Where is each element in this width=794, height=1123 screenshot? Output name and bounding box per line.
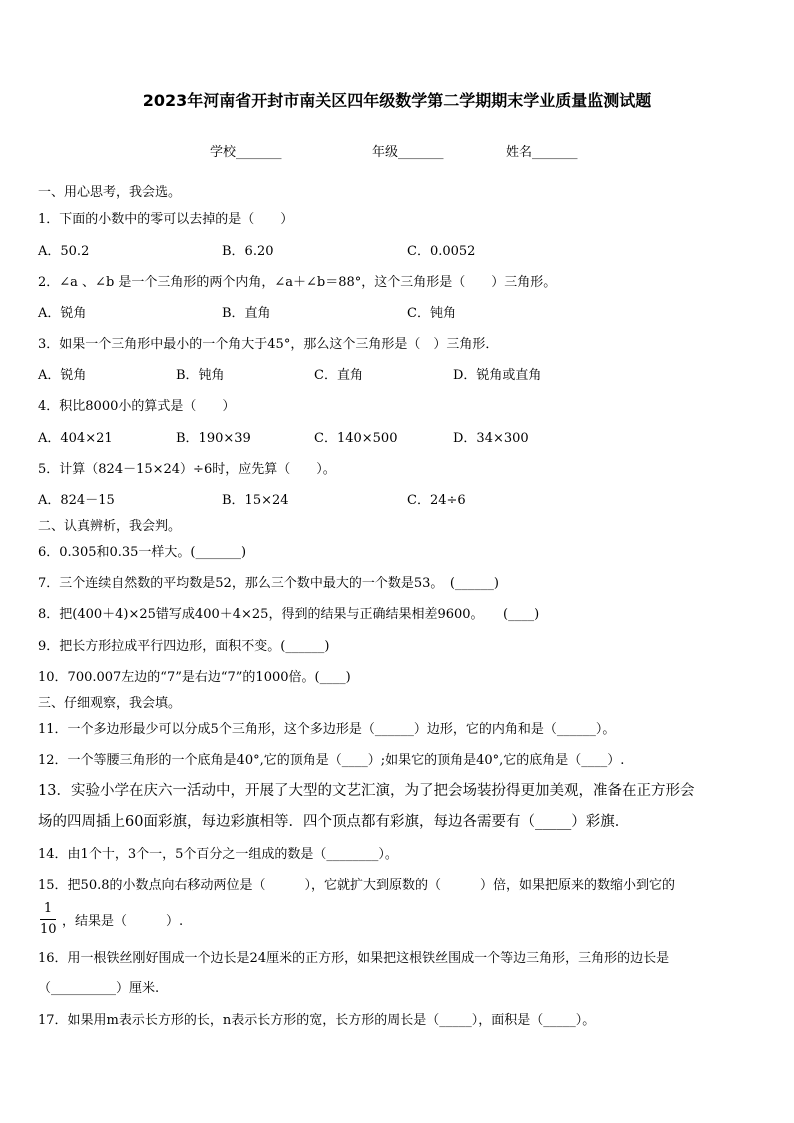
option-c: C．0.0052 <box>407 244 476 259</box>
section-heading: 三、仔细观察，我会填。 <box>38 696 182 711</box>
option-d: D．锐角或直角 <box>453 368 542 383</box>
section-heading: 一、用心思考，我会选。 <box>38 185 182 200</box>
grade-field: 年级_______ <box>372 145 444 160</box>
name-field: 姓名_______ <box>506 145 578 160</box>
option-c: C．直角 <box>314 368 363 383</box>
option-a: A．锐角 <box>38 368 87 383</box>
question-16-line-2: （__________）厘米. <box>38 981 160 996</box>
question-13-line-2: 场的四周插上60面彩旗，每边彩旗相等．四个顶点都有彩旗，每边各需要有（_____）彩旗． <box>38 814 630 830</box>
school-field: 学校_______ <box>210 145 282 160</box>
question-14: 14．由1个十，3个一，5个百分之一组成的数是（________）。 <box>38 847 398 862</box>
option-b: B．钝角 <box>176 368 225 383</box>
fraction-numerator: 1 <box>43 901 53 916</box>
option-a: A．824－15 <box>38 493 115 508</box>
question-16-line-1: 16．用一根铁丝刚好围成一个边长是24厘米的正方形，如果把这根铁丝围成一个等边三角形，三角形的边长是 <box>38 951 670 966</box>
section-heading: 二、认真辨析，我会判。 <box>38 519 182 534</box>
option-c: C．钝角 <box>407 306 456 321</box>
option-c: C．140×500 <box>314 431 398 446</box>
question-2: 2．∠a 、∠b 是一个三角形的两个内角，∠a＋∠b＝88°，这个三角形是（ ）三角形。 <box>38 275 557 290</box>
fraction-denominator: 10 <box>40 922 57 937</box>
option-c: C．24÷6 <box>407 493 466 508</box>
question-1: 1．下面的小数中的零可以去掉的是（ ） <box>38 212 294 227</box>
option-b: B．直角 <box>222 306 271 321</box>
fraction-one-tenth <box>40 902 56 937</box>
option-a: A．50.2 <box>38 244 90 259</box>
question-10: 10．700.007左边的“7”是右边“7”的1000倍。(____) <box>38 670 351 685</box>
question-5: 5．计算（824－15×24）÷6时，应先算（ ）。 <box>38 462 336 477</box>
option-b: B．6.20 <box>222 244 274 259</box>
question-8: 8．把(400＋4)×25错写成400＋4×25，得到的结果与正确结果相差9600。 (____) <box>38 607 540 622</box>
question-15-line-2: ，结果是（ ）. <box>62 914 184 929</box>
option-b: B．15×24 <box>222 493 289 508</box>
question-15-line-1: 15．把50.8的小数点向右移动两位是（ ），它就扩大到原数的（ ）倍，如果把原来的数缩小到它的 <box>38 878 675 893</box>
option-a: A．锐角 <box>38 306 87 321</box>
page-title: 2023年河南省开封市南关区四年级数学第二学期期末学业质量监测试题 <box>142 91 652 110</box>
question-13-line-1: 13．实验小学在庆六一活动中，开展了大型的文艺汇演，为了把会场装扮得更加美观，准备在正方形会 <box>38 783 695 799</box>
question-11: 11．一个多边形最少可以分成5个三角形，这个多边形是（______）边形，它的内角和是（______）。 <box>38 722 616 737</box>
question-3: 3．如果一个三角形中最小的一个角大于45°，那么这个三角形是（ ）三角形． <box>38 337 499 352</box>
question-4: 4．积比8000小的算式是（ ） <box>38 399 236 414</box>
question-6: 6．0.305和0.35一样大。(_______) <box>38 545 247 560</box>
question-9: 9．把长方形拉成平行四边形，面积不变。(______) <box>38 639 330 654</box>
option-a: A．404×21 <box>38 431 113 446</box>
question-7: 7．三个连续自然数的平均数是52，那么三个数中最大的一个数是53。 (______) <box>38 576 499 591</box>
question-17: 17．如果用m表示长方形的长，n表示长方形的宽，长方形的周长是（_____），面积是（_____）。 <box>38 1013 596 1028</box>
option-b: B．190×39 <box>176 431 251 446</box>
option-d: D．34×300 <box>453 431 529 446</box>
fraction-bar <box>40 919 56 920</box>
question-12: 12．一个等腰三角形的一个底角是40°,它的顶角是（____）;如果它的顶角是40°,它的底角是（____）. <box>38 753 625 768</box>
